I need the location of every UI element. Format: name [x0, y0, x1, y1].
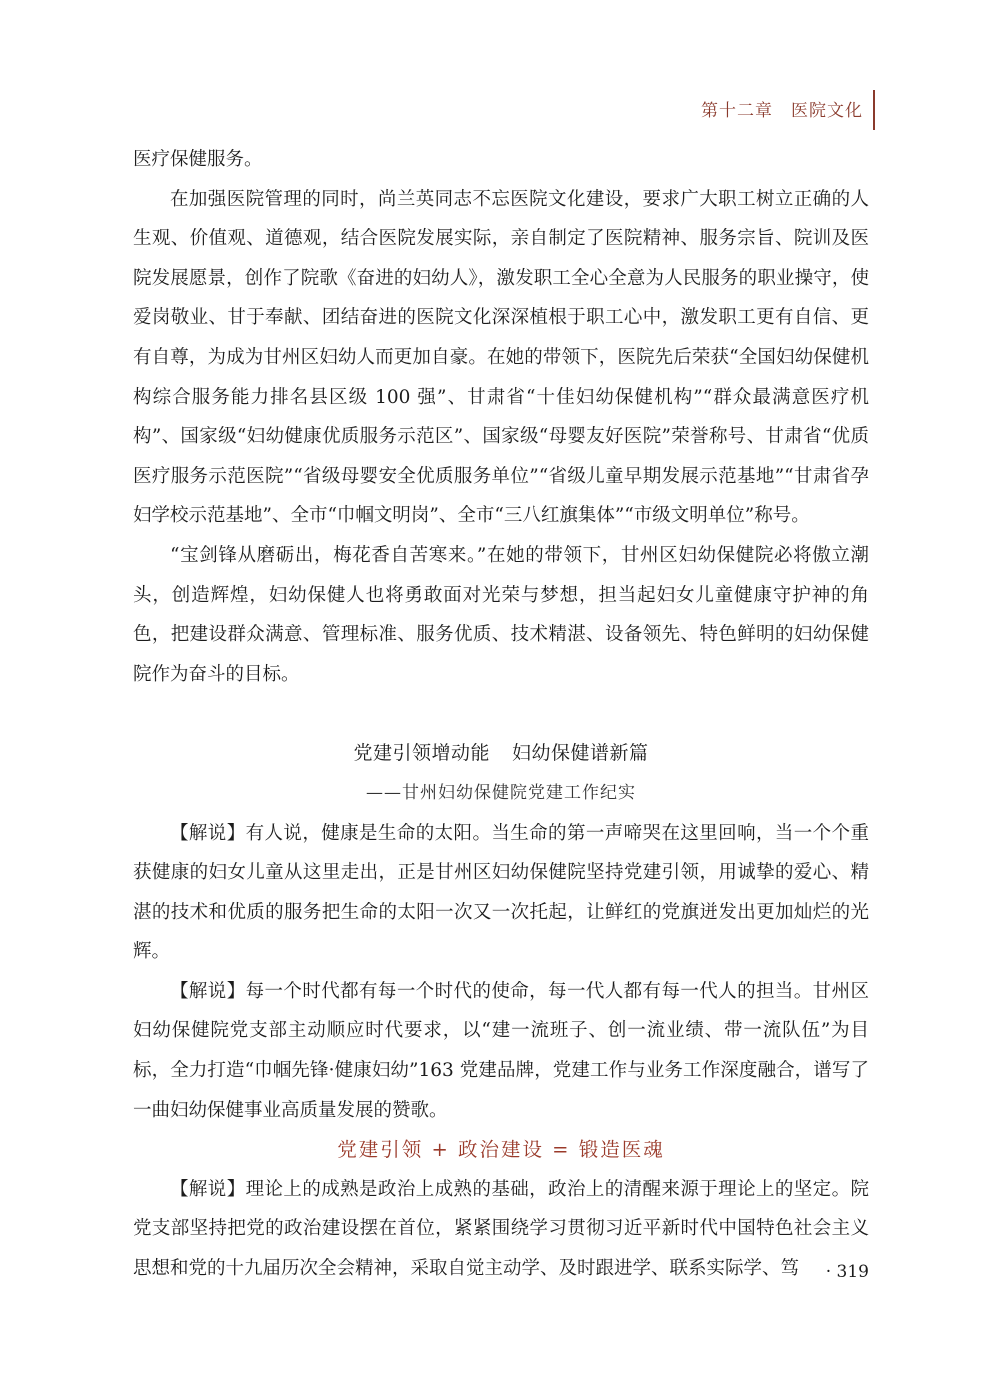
- paragraph-motto: “宝剑锋从磨砺出，梅花香自苦寒来。”在她的带领下，甘州区妇幼保健院必将傲立潮头，创造辉煌，妇幼保健人也将勇敢面对光荣与梦想，担当起妇女儿童健康守护神的角色，把建设群众满意、管理标准、服务优质、技术精湛、设备领先、特色鲜明的妇幼保健院作为奋斗的目标。: [133, 544, 869, 685]
- page-body: [133, 140, 869, 1289]
- page-number: · 319: [825, 1262, 869, 1282]
- article-subtitle: ——甘州妇幼保健院党建工作纪实: [366, 782, 636, 803]
- header-chapter: 第十二章: [701, 101, 773, 121]
- paragraph-culture: 在加强医院管理的同时，尚兰英同志不忘医院文化建设，要求广大职工树立正确的人生观、价值观、道德观，结合医院发展实际，亲自制定了医院精神、服务宗旨、院训及医院发展愿景，创作了院歌《奋进的妇幼人》，激发职工全心全意为人民服务的职业操守，使爱岗敬业、甘于奉献、团结奋进的医院文化深深植根于职工心中，激发职工更有自信、更有自尊，为成为甘州区妇幼人而更加自豪。在她的带领下，医院先后荣获“全国妇幼保健机构综合服务能力排名县区级 100 强”、甘肃省“十佳妇幼保健机构”“群众最满意医疗机构”、国家级“妇幼健康优质服务示范区”、国家级“母婴友好医院”荣誉称号、甘肃省“优质医疗服务示范医院”“省级母婴安全优质服务单位”“省级儿童早期发展示范基地”“甘肃省孕妇学校示范基地”、全市“巾帼文明岗”、全市“三八红旗集体”“市级文明单位”称号。: [133, 188, 869, 527]
- paragraph-narration-1: 【解说】有人说，健康是生命的太阳。当生命的第一声啼哭在这里回响，当一个个重获健康的妇女儿童从这里走出，正是甘州区妇幼保健院坚持党建引领，用诚挚的爱心、精湛的技术和优质的服务把生命的太阳一次又一次托起，让鲜红的党旗迸发出更加灿烂的光辉。: [133, 822, 869, 963]
- header-rule: [873, 90, 875, 130]
- header-section: 医院文化: [791, 101, 863, 121]
- paragraph-narration-3: 【解说】理论上的成熟是政治上成熟的基础，政治上的清醒来源于理论上的坚定。院党支部坚持把党的政治建设摆在首位，紧紧围绕学习贯彻习近平新时代中国特色社会主义思想和党的十九届历次全会精神，采取自觉主动学、及时跟进学、联系实际学、笃: [133, 1178, 869, 1280]
- running-header: [701, 96, 863, 121]
- article-title: [133, 734, 869, 774]
- paragraph-continuation: 医疗保健服务。: [133, 149, 263, 170]
- article-title-part-a: 党建引领增动能: [353, 742, 490, 765]
- spacer: [133, 694, 869, 734]
- section-heading: 党建引领 + 政治建设 = 锻造医魂: [337, 1138, 665, 1162]
- article-title-part-b: 妇幼保健谱新篇: [512, 742, 649, 765]
- paragraph-narration-2: 【解说】每一个时代都有每一个时代的使命，每一代人都有每一代人的担当。甘州区妇幼保健院党支部主动顺应时代要求，以“建一流班子、创一流业绩、带一流队伍”为目标，全力打造“巾帼先锋·健康妇幼”163 党建品牌，党建工作与业务工作深度融合，谱写了一曲妇幼保健事业高质量发展的赞歌。: [133, 980, 869, 1121]
